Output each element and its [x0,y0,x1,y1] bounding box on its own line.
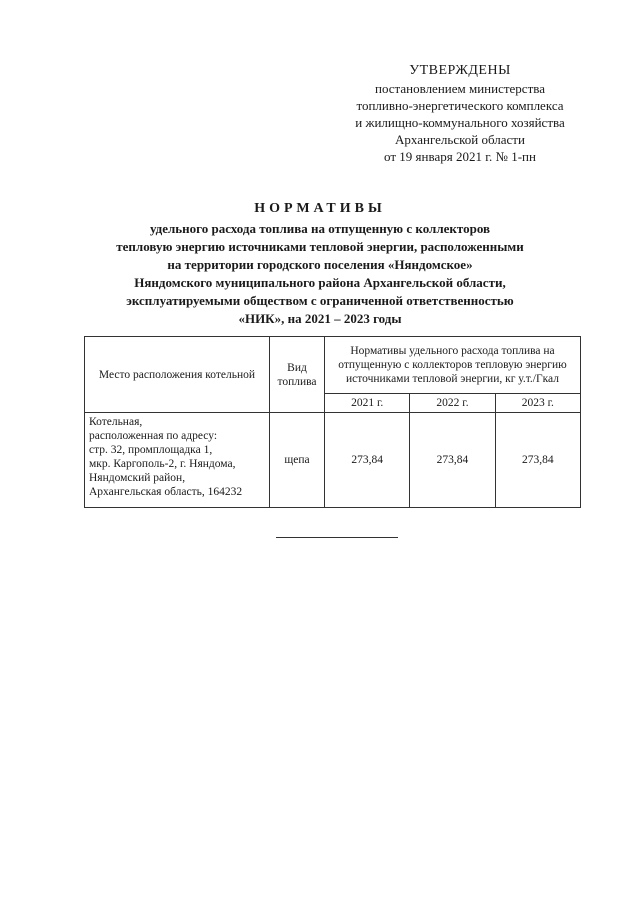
approval-line: и жилищно-коммунального хозяйства [355,115,565,130]
title-line: «НИК», на 2021 – 2023 годы [238,311,402,326]
table-header-row [85,337,581,394]
approval-date: от 19 января 2021 г. № 1-пн [384,149,536,164]
approval-heading: УТВЕРЖДЕНЫ [409,63,511,78]
place-line: Котельная, [89,416,143,428]
place-line: стр. 32, промплощадка 1, [89,444,213,456]
document-title [60,200,580,328]
header-year-2022: 2022 г. [410,394,495,413]
approval-line: топливно-энергетического комплекса [356,98,564,113]
header-year-2023: 2023 г. [495,394,580,413]
title-main: НОРМАТИВЫ [254,201,386,216]
place-line: Архангельская область, 164232 [89,486,243,498]
cell-value-2022: 273,84 [410,413,495,508]
header-fuel: Вид топлива [270,337,325,413]
header-year-2021: 2021 г. [325,394,410,413]
approval-line: постановлением министерства [374,81,545,96]
norms-table [84,336,581,508]
title-line: на территории городского поселения «Няндомское» [167,257,473,272]
approval-block [330,62,590,165]
end-divider [276,537,398,538]
title-line: удельного расхода топлива на отпущенную с коллекторов [149,221,491,236]
title-line: Няндомского муниципального района Архангельской области, [134,275,506,290]
cell-fuel: щепа [270,413,325,508]
header-norm: Нормативы удельного расхода топлива на отпущенную с коллекторов тепловую энергию источниками тепловой энергии, кг у.т./Гкал [325,337,581,394]
place-line: Няндомский район, [89,472,186,484]
title-line: эксплуатируемыми обществом с ограниченной ответственностью [126,293,514,308]
header-place: Место расположения котельной [85,337,270,413]
cell-value-2023: 273,84 [495,413,580,508]
cell-place [85,413,270,508]
cell-value-2021: 273,84 [325,413,410,508]
title-line: тепловую энергию источниками тепловой энергии, расположенными [116,239,524,254]
approval-line: Архангельской области [395,132,525,147]
table-row [85,413,581,508]
place-line: мкр. Каргополь-2, г. Няндома, [89,458,236,470]
place-line: расположенная по адресу: [89,430,218,442]
